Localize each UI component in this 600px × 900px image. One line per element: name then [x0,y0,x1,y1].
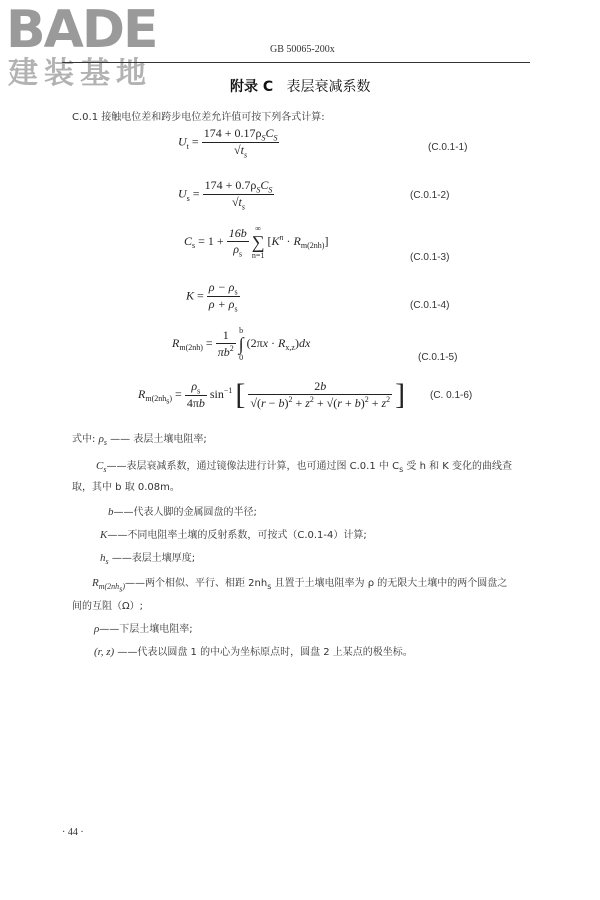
equation-number: (C.0.1-3) [410,252,450,263]
intro-paragraph: C.0.1 接触电位差和跨步电位差允许值可按下列各式计算: [72,112,325,123]
equation-c-0-1-2: $U_s$ = $\frac{174 + 0.7\rho_SC_S}{√t_s}$ [178,178,273,212]
definition-b: b——代表人脚的金属圆盘的半径; [108,506,257,518]
definition-rm: $R_{m(2nh_s)}——$两个相似、平行、相距 $2nh_s$ 且置于土壤电阻率为 ρ 的无限大土壤中的两个圆盘之 [92,577,508,594]
equation-number: (C.0.1-4) [410,300,450,311]
equation-c-0-1-5: $R_{m(2nh)}$ = $\frac{1}{\pi b^2}$ b ∫ 0 $(2\pi x \cdot R_{x,z})dx$ [172,326,311,362]
standard-number: GB 50065-200x [270,44,335,55]
equation-number: (C.0.1-1) [428,142,468,153]
appendix-title [230,76,371,96]
definition-rz: (r, z) ——代表以圆盘 1 的中心为坐标原点时，圆盘 2 上某点的极坐标。 [94,646,413,658]
equation-number: (C.0.1-5) [418,352,458,363]
equation-c-0-1-6: $R_{m(2nh_s)}$ = $\frac{\rho_s}{4\pi b}$ $\sin^{-1}$ [ $\frac{2b}{√(r - b)^2 + z^2 + √(r + b)^2 + z^2}$ ] [138,378,406,411]
watermark-logo: BADE [6,0,157,60]
watermark-logo-cn: 建装基地 [8,56,152,91]
definition-k: K——不同电阻率土壤的反射系数，可按式（C.0.1-4）计算; [100,529,367,541]
definition-cs: $C_s——$表层衰减系数，通过镜像法进行计算，也可通过图 C.0.1 中 $C_s$ 受 h 和 K 变化的曲线查 [96,460,513,475]
header-rule [62,62,530,63]
definition-hs: $h_s$ ——表层土壤厚度; [100,552,196,567]
definition-rho: ρ——下层土壤电阻率; [94,623,193,635]
equation-c-0-1-3: $C_s = 1$ + $\frac{16b}{\rho_s}$ ∞ ∑ n=1 $[K^n \cdot R_{m(2nh)}]$ [184,224,329,260]
equation-c-0-1-4: K = $\frac{\rho - \rho_s}{\rho + \rho_s}$ [186,280,238,314]
page-number: · 44 · [62,827,84,838]
definition-rm-cont: 间的互阻（Ω）; [72,601,144,612]
equation-c-0-1-1: $U_t$ = $\frac{174 + 0.17\rho_SC_S}{√t_s}$ [178,126,278,160]
definition-rho-s: 式中: $\rho_s$ —— 表层土壤电阻率; [72,433,207,448]
appendix-label: 附录 C [230,79,274,95]
equation-number: (C. 0.1-6) [430,390,473,401]
definition-cs-cont: 取，其中 b 取 0.08m。 [72,482,180,493]
equation-number: (C.0.1-2) [410,190,450,201]
appendix-name: 表层衰减系数 [286,79,371,95]
